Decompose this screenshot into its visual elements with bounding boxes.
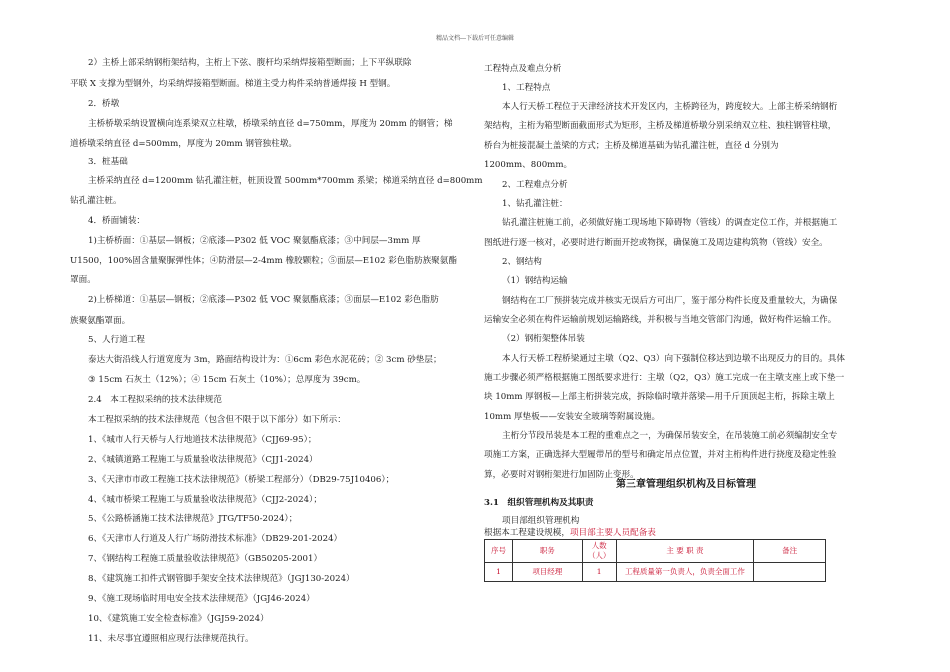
table-header-cell: 职务 (512, 540, 582, 563)
list-item: 7、《钢结构工程施工质量验收法律规范》（GB50205-2001） (88, 554, 323, 564)
heading-line: 5、人行道工程 (88, 335, 146, 345)
text-line: 钻孔灌注桩施工前，必须做好施工现场地下障碍物（管线）的调查定位工作，并根据施工 (502, 218, 838, 228)
text-line: 本人行天桥工程桥梁通过主墩（Q2、Q3）向下强制位移达到边墩不出现反力的目的。具体 (502, 354, 845, 364)
heading-line: 2、钢结构 (502, 257, 542, 267)
table-cell: 项目经理 (512, 563, 582, 582)
list-item: 9、《施工现场临时用电安全技术法律规范》（JGJ46-2024） (88, 594, 315, 604)
text-line: 10mm 厚垫板——安装安全玻璃等附属设施。 (484, 412, 661, 422)
list-item: 8、《建筑施工扣件式钢管脚手架安全技术法律规范》（JGJ130-2024） (88, 574, 355, 584)
heading-line: （2）钢桁架整体吊装 (502, 334, 585, 344)
list-item: 4、《城市桥梁工程施工与质量验收法律规范》（CJJ2-2024）； (88, 495, 322, 505)
text-line: 算，必要时对钢桁架进行加固防止变形。 (484, 470, 639, 480)
text-line: 钻孔灌注桩。 (70, 196, 122, 206)
text-line: 主桥采纳直径 d=1200mm 钻孔灌注桩，桩顶设置 500mm*700mm 系梁；梯道采纳直径 d=800mm (88, 176, 483, 186)
heading-line: 1、工程特点 (502, 83, 551, 93)
heading-line: 3．桩基础 (88, 157, 128, 167)
text-line: 族聚氨酯罩面。 (70, 316, 131, 326)
section-title: 3.1 组织管理机构及其职责 (484, 498, 594, 508)
table-header-row (485, 540, 826, 563)
text-line: 主桥桥墩采纳设置横向连系梁双立柱墩，桥墩采纳直径 d=750mm，厚度为 20mm 的钢管；梯 (88, 119, 453, 129)
heading-line: 4．桥面铺装： (88, 216, 146, 226)
table-header-cell: 备注 (754, 540, 826, 563)
section-heading: 2.4 本工程拟采纳的技术法律规范 (88, 395, 222, 405)
text-line: 钢结构在工厂预拼装完成并核实无误后方可出厂，鉴于部分构件长度及重量较大，为确保 (502, 296, 838, 306)
text-line: 罩面。 (70, 275, 96, 285)
text-line: 架结构，主桁为箱型断面截面形式为矩形，主桥及梯道桥墩分别采纳双立柱、独柱钢管柱墩， (484, 121, 837, 131)
table-cell: 工程质量第一负责人，负责全面工作 (616, 563, 754, 582)
heading-line: 2、工程难点分析 (502, 180, 568, 190)
section-heading: 工程特点及难点分析 (484, 64, 562, 74)
text-line: 桥台为桩接混凝土盖梁的方式；主桥及梯道基础为钻孔灌注桩，直径 d 分别为 (484, 141, 779, 151)
list-item: 5、《公路桥涵施工技术法律规范》JTG/TF50-2024）； (88, 514, 298, 524)
org-label: 项目部组织管理机构 (502, 516, 580, 526)
table-cell: 1 (582, 563, 616, 582)
table-header-cell: 人数（人） (582, 540, 616, 563)
heading-line: 1、钻孔灌注桩： (502, 199, 568, 209)
text-line: 本人行天桥工程位于天津经济技术开发区内，主桥跨径为，跨度较大。上部主桥采纳钢桁 (502, 102, 838, 112)
staff-table-caption: 项目部主要人员配备表 (569, 528, 656, 538)
text-line: 2）主桥上部采纳钢桁架结构，主桁上下弦、腹杆均采纳焊接箱型断面；上下平纵联除 (88, 58, 412, 68)
text-line: 1200mm、800mm。 (484, 160, 573, 170)
text-line: 2)上桥梯道：①基层—钢板；②底漆—P302 低 VOC 聚氨酯底漆；③面层—E102 彩色脂肪 (88, 295, 439, 305)
text-line: 道桥墩采纳直径 d=500mm，厚度为 20mm 钢管独柱墩。 (70, 139, 297, 149)
table-header-cell: 序号 (485, 540, 513, 563)
text-line: 本工程拟采纳的技术法律规范（包含但不限于以下部分）如下所示： (88, 415, 346, 425)
heading-line: （1）钢结构运输 (502, 276, 568, 286)
staff-intro (484, 528, 656, 539)
heading-line: 2．桥墩 (88, 99, 120, 109)
text-line: 运输安全必须在构件运输前规划运输路线，并积极与当地交管部门沟通，做好构件运输工作。 (484, 315, 837, 325)
text-line: 主桁分节段吊装是本工程的重难点之一，为确保吊装安全，在吊装施工前必须编制安全专 (502, 431, 838, 441)
table-header-cell: 主 要 职 责 (616, 540, 754, 563)
table-cell: 1 (485, 563, 513, 582)
staff-table (484, 539, 826, 582)
text-line: 平联 X 支撑为型钢外，均采纳焊接箱型断面。梯道主受力构件采纳普通焊接 H 型钢。 (70, 79, 396, 89)
text-line: ③ 15cm 石灰土（12%）；④ 15cm 石灰土（10%）；总厚度为 39cm。 (88, 375, 366, 385)
table-cell (754, 563, 826, 582)
text-line: 图纸进行逐一核对，必要时进行断面开挖或物探，确保施工及周边建构筑物（管线）安全。 (484, 238, 828, 248)
list-item: 1、《城市人行天桥与人行地道技术法律规范》（CJJ69-95）； (88, 435, 317, 445)
staff-intro-text: 根据本工程建设规模， (484, 528, 570, 538)
table-row (485, 563, 826, 582)
list-item: 10、《建筑施工安全检查标准》（JGJ59-2024） (88, 614, 269, 624)
list-item: 2、《城镇道路工程施工与质量验收法律规范》（CJJ1-2024） (88, 455, 318, 465)
list-item: 11、未尽事宜遵照相应现行法律规范执行。 (88, 634, 254, 644)
header-note: 精品文档---下载后可任意编辑 (435, 35, 515, 42)
text-line: 1)主桥桥面：①基层—钢板；②底漆—P302 低 VOC 聚氨酯底漆；③中间层—3mm 厚 (88, 236, 421, 246)
text-line: 施工步骤必须严格根据施工图纸要求进行：主墩（Q2，Q3）施工完成一在主墩支座上或下垫一 (484, 373, 845, 383)
text-line: 块 10mm 厚钢板—上部主桁拼装完成，拆除临时墩并落梁—用千斤顶顶起主桁，拆除主墩上 (484, 392, 835, 402)
text-line: 泰达大街沿线人行道宽度为 3m，路面结构设计为：①6cm 彩色水泥花砖；② 3cm 砂垫层； (88, 355, 442, 365)
chapter-title: 第三章管理组织机构及目标管理 (616, 479, 756, 490)
list-item: 6、《天津市人行道及人行广场防滑技术标准》（DB29-201-2024） (88, 534, 343, 544)
list-item: 3、《天津市市政工程施工技术法律规范》（桥梁工程部分）（DB29-75J10406）； (88, 475, 395, 485)
text-line: U1500，100%固含量聚脲弹性体；④防滑层—2-4mm 橡胶颗粒；⑤面层—E102 彩色脂肪族聚氨酯 (70, 256, 457, 266)
text-line: 项施工方案，正确选择大型履带吊的型号和确定吊点位置，并对主桁构件进行挠度及稳定性验 (484, 450, 837, 460)
